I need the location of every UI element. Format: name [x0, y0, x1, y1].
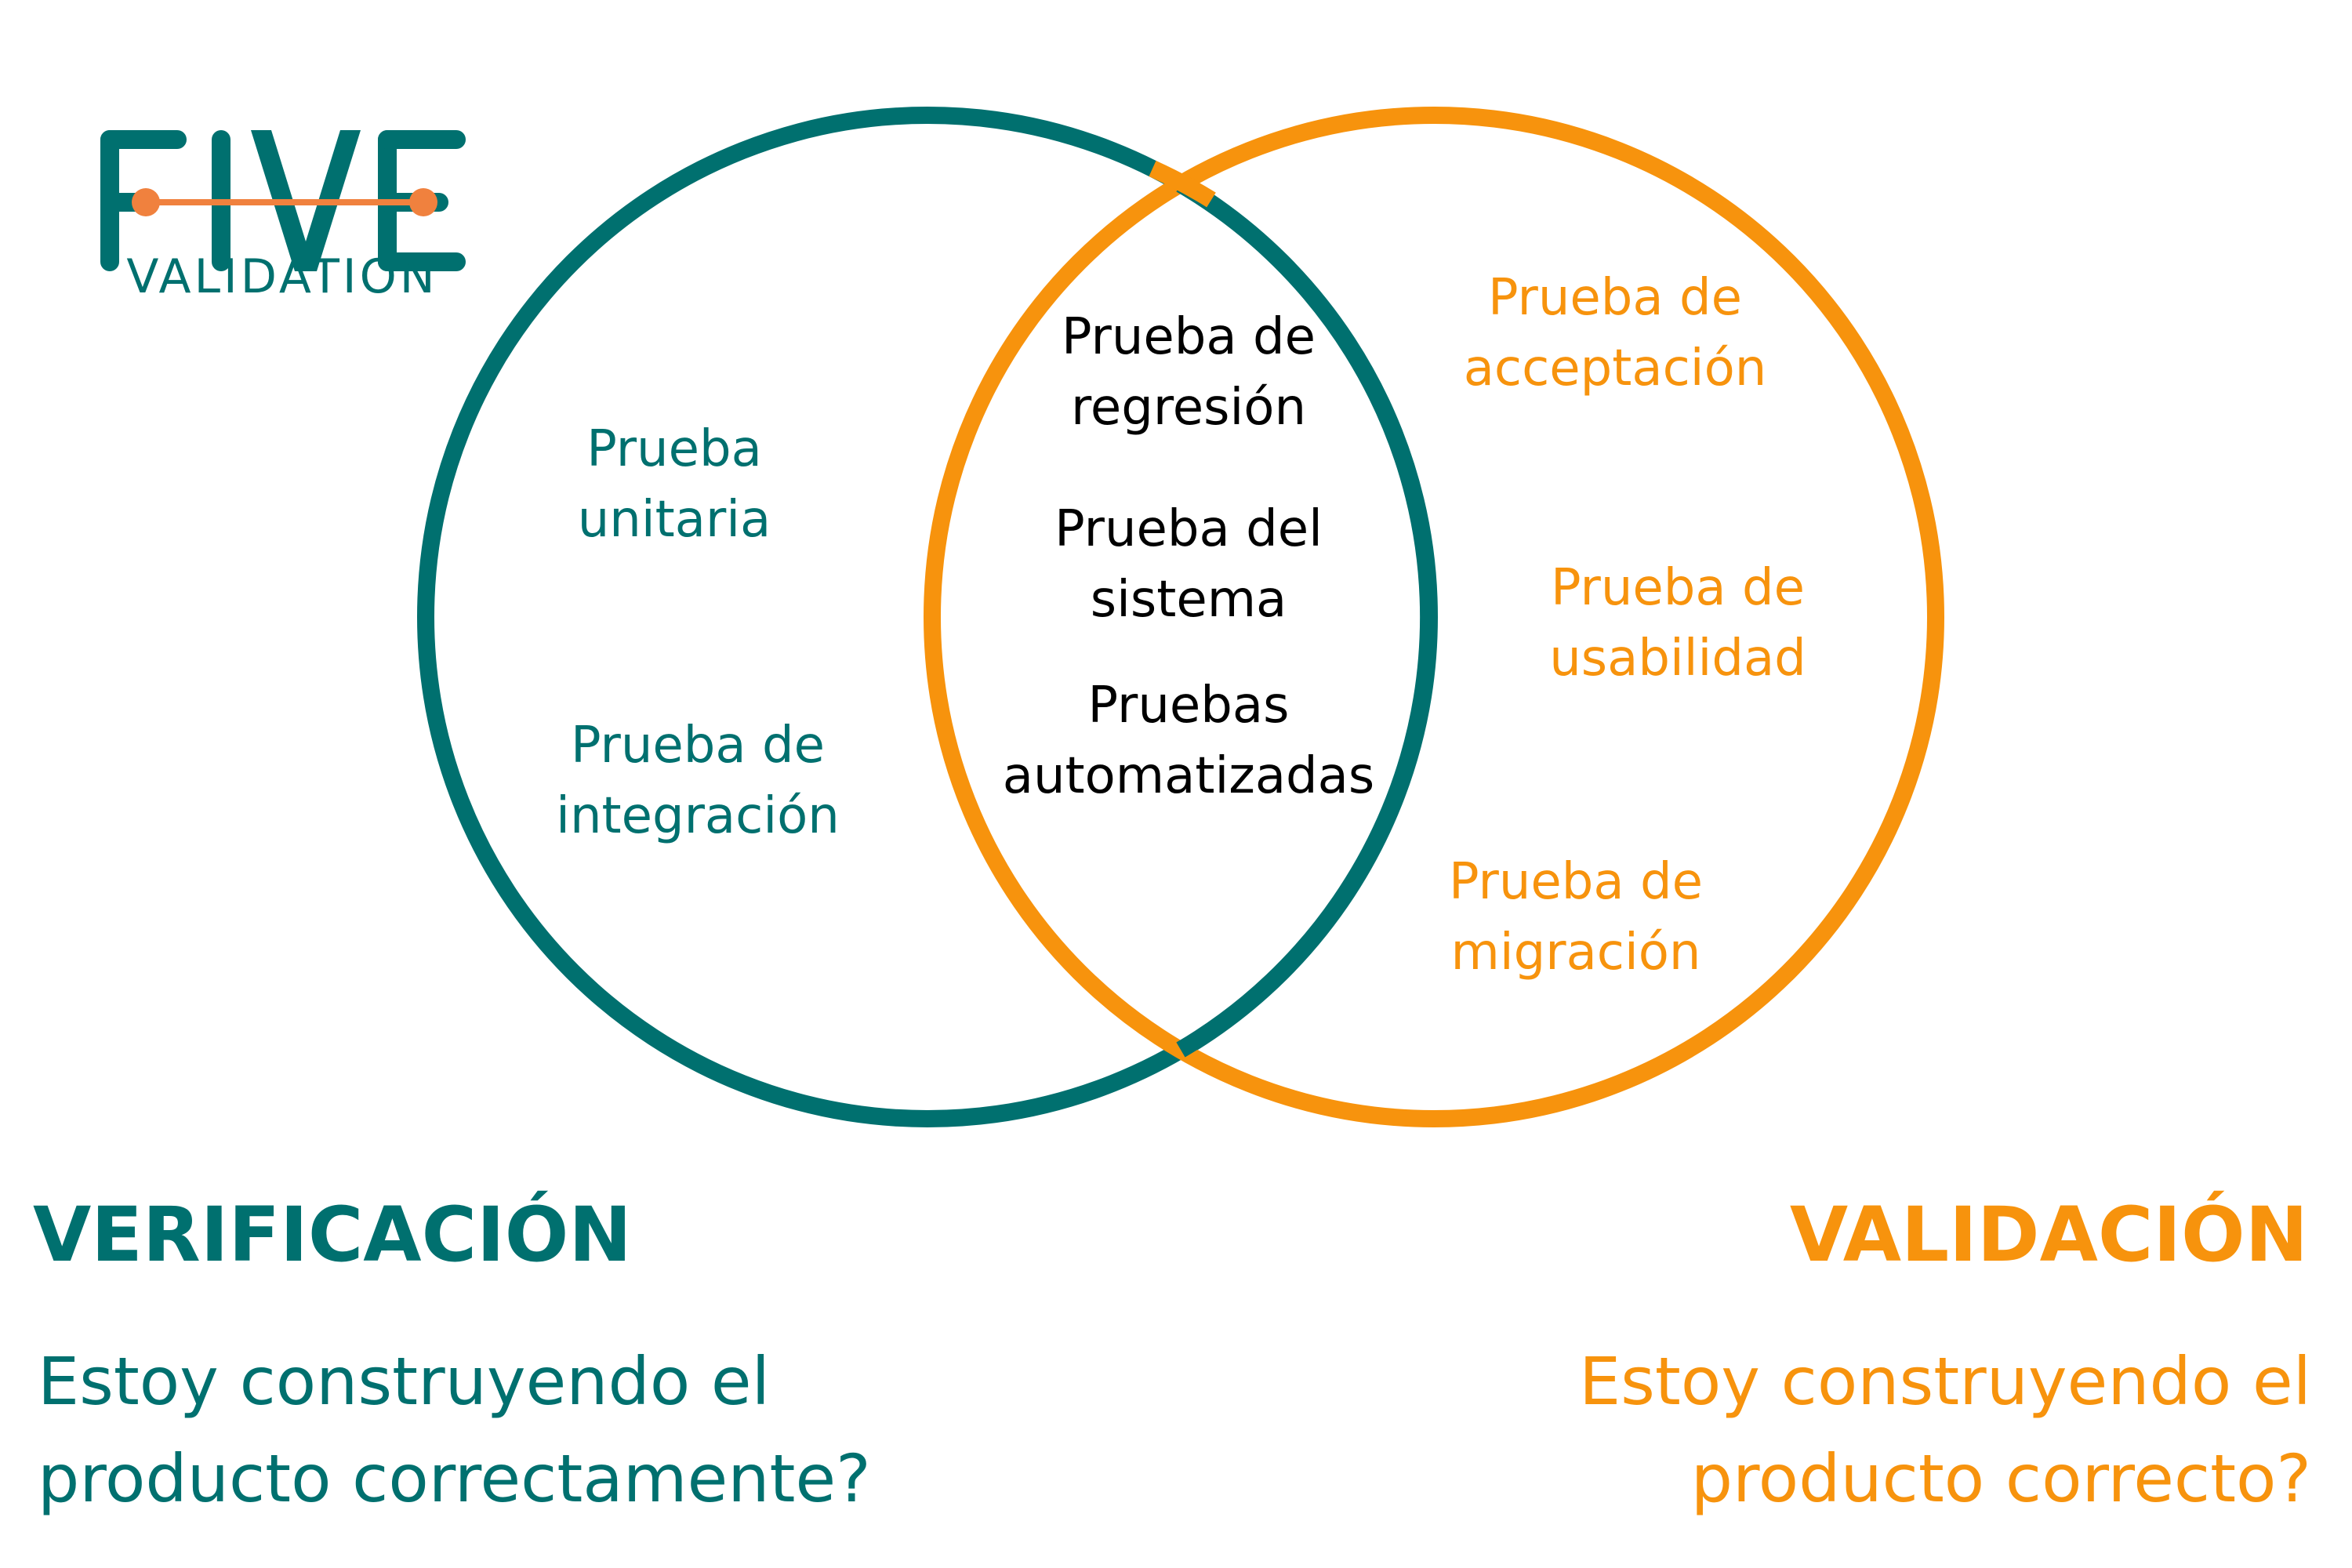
- verification-item-integration-test: Prueba de integración: [556, 717, 840, 845]
- verification-title: VERIFICACIÓN: [33, 1191, 632, 1279]
- overlap-item-regression-test: Prueba de regresión: [1062, 308, 1316, 437]
- validation-item-usability-test: Prueba de usabilidad: [1549, 559, 1806, 688]
- logo-subtitle: VALIDATION: [126, 249, 438, 304]
- verification-question: Estoy construyendo el producto correctamente?: [38, 1343, 871, 1517]
- verification-item-unit-test: Prueba unitaria: [577, 420, 771, 549]
- overlap-item-system-test: Prueba del sistema: [1054, 500, 1323, 629]
- validation-question: Estoy construyendo el producto correcto?: [1579, 1343, 2311, 1517]
- validation-title: VALIDACIÓN: [1789, 1191, 2308, 1279]
- validation-item-acceptance-test: Prueba de acceptación: [1463, 269, 1767, 397]
- overlap-item-automated-tests: Pruebas automatizadas: [1002, 677, 1375, 805]
- validation-item-migration-test: Prueba de migración: [1449, 853, 1703, 982]
